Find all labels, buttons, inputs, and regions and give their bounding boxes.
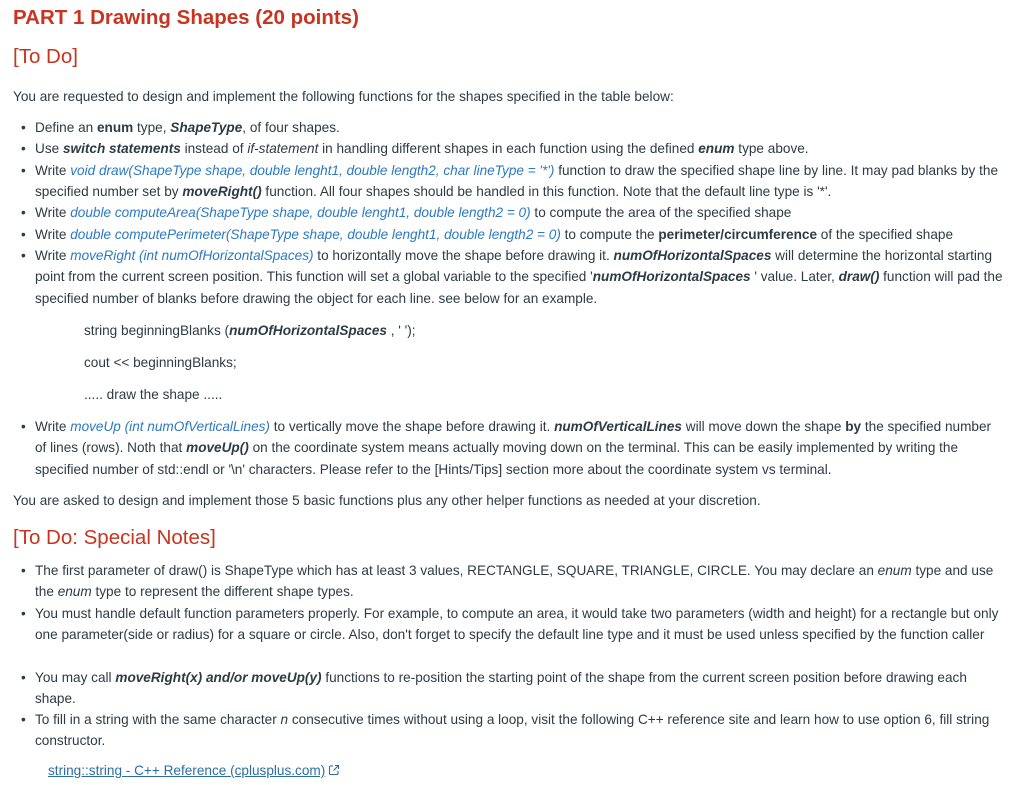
page-title: PART 1 Drawing Shapes (20 points) [13,6,359,29]
code-line [84,320,416,341]
text-segment: to compute the area of the specified shape [530,205,792,220]
text-segment: moveRight (int numOfHorizontalSpaces) [70,248,314,263]
text-segment: Use [35,141,63,156]
text-segment: instead of [180,141,248,156]
text-segment: Write [35,248,71,263]
list-item [35,138,1005,159]
text-segment: function will pad the specified number of blanks before drawing the object for each line. see below for an example. [35,269,1003,306]
text-segment: on the coordinate system means actually moving down on the terminal. This can be easily implemented by writing the specified number of std::endl or '\n' characters. Please refer to the [Hints/Tips] section more about the coordinate system vs terminal. [35,440,959,477]
text-segment: to vertically move the shape before drawing it. [269,419,555,434]
list-item [35,117,1005,138]
text-segment: if-statement [247,141,319,156]
text-segment: enum [96,120,134,135]
text-segment: Write [35,419,71,434]
todo-heading: [To Do] [13,45,78,68]
text-segment: functions to re-position the starting point of the shape from the current screen position before drawing each shape. [35,670,967,707]
list-item [35,416,1005,480]
text-segment: Write [35,163,71,178]
list-item [35,202,1005,223]
text-segment: moveUp() [186,440,249,456]
text-segment: by [845,419,862,434]
text-segment: function. All four shapes should be handled in this function. Note that the default line type is '*'. [261,184,832,200]
text-segment: Write [35,205,71,220]
list-item [35,603,1005,646]
text-segment: Write [35,227,71,242]
text-segment: You must handle default function parameters properly. For example, to compute an area, it would take two parameters (width and height) for a rectangle but only one parameter(side or radius) for a square or circle. Also, don't forget to specify the default line type and it must be used unless specified by the function caller [35,606,999,643]
text-segment: moveRight(x) and/or moveUp(y) [115,670,322,685]
text-segment: type, [133,120,171,135]
text-segment: perimeter/circumference [658,227,818,242]
text-segment: function to draw the specified shape line by line. It may pad blanks by the specified number set by [35,163,999,200]
list-item [35,245,1005,309]
text-segment: will move down the shape [681,419,846,434]
text-segment: of the specified shape [817,227,954,242]
list-item [35,224,1005,245]
text-segment: draw() [838,269,880,285]
text-segment: , of four shapes. [242,120,340,135]
text-segment: enum [698,141,735,156]
text-segment: double computePerimeter(ShapeType shape, double lenght1, double length2 = 0) [70,227,561,242]
text-segment: to compute the [560,227,659,242]
list-item [35,160,1005,203]
text-segment: To fill in a string with the same character [35,712,281,727]
text-segment: type and use the [35,563,994,600]
text-segment: numOfHorizontalSpaces [613,248,772,263]
text-segment: numOfVerticalLines [554,419,682,434]
code-line [84,352,237,373]
text-segment: will determine the horizontal starting point from the current screen position. This function will set a global variable to the specified ' [35,248,993,285]
text-segment: the specified number of lines (rows). Noth that [35,419,992,456]
text-segment: moveRight() [182,184,262,200]
list-item [35,667,1005,710]
text-segment: Define an [35,120,97,135]
reference-link-text: string::string - C++ Reference (cplusplus.com) [48,763,326,778]
list-item [35,560,1005,603]
text-segment: string beginningBlanks ( [84,323,230,338]
text-segment: enum [57,584,92,600]
text-segment: numOfHorizontalSpaces [229,323,387,338]
external-link-icon [328,764,340,776]
text-segment: switch statements [62,141,181,156]
text-segment: in handling different shapes in each function using the defined [318,141,699,156]
text-segment: cout << beginningBlanks; [84,355,237,370]
text-segment: The first parameter of draw() is ShapeType which has at least 3 values, RECTANGLE, SQUARE, TRIANGLE, CIRCLE. You may declare an [35,563,878,578]
text-segment: enum [877,563,912,578]
text-segment: n [280,712,289,727]
summary-paragraph: You are asked to design and implement those 5 basic functions plus any other helper functions as needed at your discretion. [13,493,761,508]
code-line [84,384,222,405]
special-notes-heading: [To Do: Special Notes] [13,526,216,549]
text-segment: ShapeType [170,120,243,135]
text-segment: ' value. Later, [750,269,839,285]
text-segment: You may call [35,670,116,685]
text-segment: to horizontally move the shape before drawing it. [313,248,614,263]
text-segment: void draw(ShapeType shape, double lenght1, double length2, char lineType = '*') [70,163,555,178]
text-segment: type above. [734,141,809,156]
text-segment: ..... draw the shape ..... [84,387,223,402]
text-segment: consecutive times without using a loop, visit the following C++ reference site and learn how to use option 6, fill string constructor. [35,712,990,749]
text-segment: numOfHorizontalSpaces [592,269,751,285]
text-segment: type to represent the different shape types. [91,584,354,600]
intro-paragraph: You are requested to design and implement the following functions for the shapes specified in the table below: [13,89,674,104]
text-segment: double computeArea(ShapeType shape, double lenght1, double length2 = 0) [70,205,531,220]
list-item [35,709,1005,752]
text-segment: , ' '); [386,323,416,338]
text-segment: moveUp (int numOfVerticalLines) [70,419,270,434]
cplusplus-reference-link[interactable] [48,763,340,778]
